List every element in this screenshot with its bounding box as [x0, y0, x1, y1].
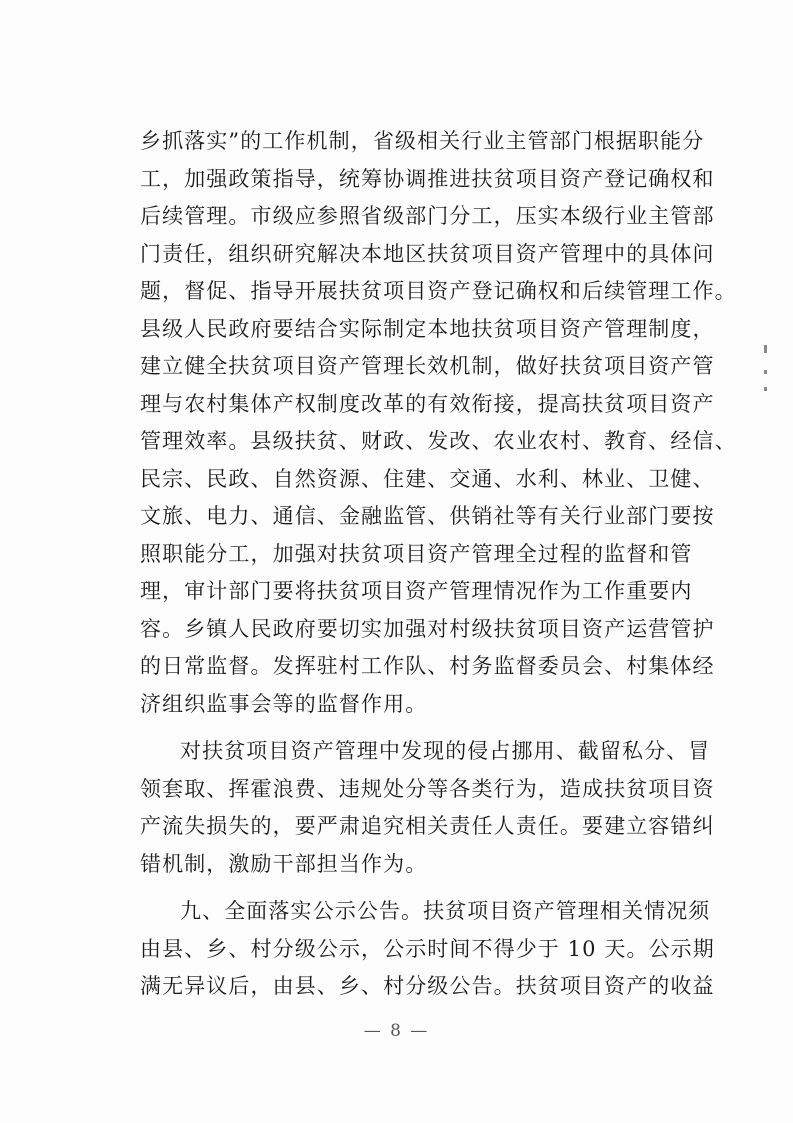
text-line: 县级人民政府要结合实际制定本地扶贫项目资产管理制度，: [140, 317, 715, 341]
text-line: 乡抓落实”的工作机制，省级相关行业主管部门根据职能分: [140, 129, 705, 153]
margin-mark: [764, 345, 767, 353]
text-line: 产流失损失的，要严肃追究相关责任人责任。要建立容错纠: [140, 814, 715, 838]
text-line: 容。乡镇人民政府要切实加强对村级扶贫项目资产运营管护: [140, 617, 715, 641]
text-line: 门责任，组织研究解决本地区扶贫项目资产管理中的具体问: [140, 242, 715, 266]
margin-mark: [764, 370, 767, 374]
text-line: 照职能分工，加强对扶贫项目资产管理全过程的监督和管: [140, 542, 693, 566]
page-number: — 8 —: [363, 1021, 430, 1041]
text-line: 民宗、民政、自然资源、住建、交通、水利、林业、卫健、: [140, 467, 715, 491]
text-line: 题，督促、指导开展扶贫项目资产登记确权和后续管理工作。: [140, 279, 737, 303]
paragraph-first-line: 对扶贫项目资产管理中发现的侵占挪用、截留私分、冒: [180, 739, 711, 763]
text-line: 由县、乡、村分级公示，公示时间不得少于 10 天。公示期: [140, 937, 715, 961]
text-line: 错机制，激励干部担当作为。: [140, 852, 428, 876]
margin-mark: [764, 387, 767, 391]
text-line: 理，审计部门要将扶贫项目资产管理情况作为工作重要内: [140, 579, 693, 603]
text-line: 文旅、电力、通信、金融监管、供销社等有关行业部门要按: [140, 504, 715, 528]
text-line: 管理效率。县级扶贫、财政、发改、农业农村、教育、经信、: [140, 429, 737, 453]
section-heading-line: 九、全面落实公示公告。扶贫项目资产管理相关情况须: [180, 899, 711, 923]
text-line: 满无异议后，由县、乡、村分级公告。扶贫项目资产的收益: [140, 974, 715, 998]
text-line: 理与农村集体产权制度改革的有效衔接，提高扶贫项目资产: [140, 392, 715, 416]
text-line: 领套取、挥霍浪费、违规处分等各类行为，造成扶贫项目资: [140, 777, 715, 801]
text-line: 的日常监督。发挥驻村工作队、村务监督委员会、村集体经: [140, 654, 715, 678]
text-line: 后续管理。市级应参照省级部门分工，压实本级行业主管部: [140, 204, 715, 228]
text-line: 工，加强政策指导，统筹协调推进扶贫项目资产登记确权和: [140, 167, 715, 191]
text-line: 建立健全扶贫项目资产管理长效机制，做好扶贫项目资产管: [140, 354, 715, 378]
text-line: 济组织监事会等的监督作用。: [140, 692, 428, 716]
